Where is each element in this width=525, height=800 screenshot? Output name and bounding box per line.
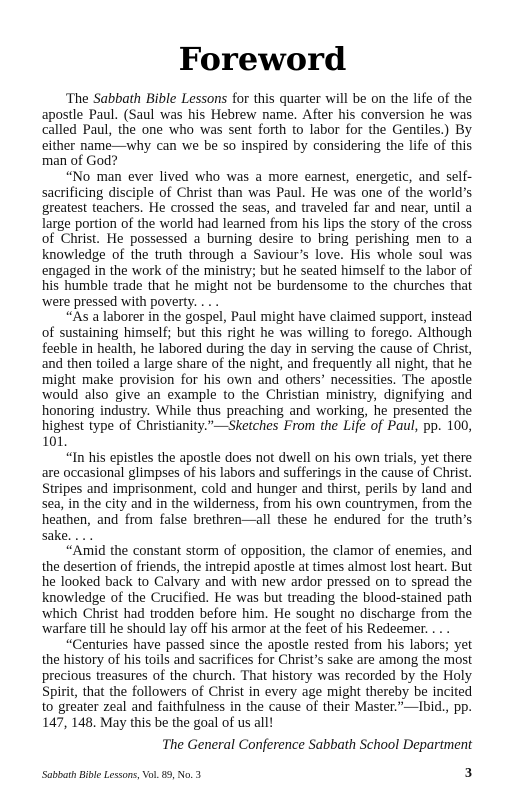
paragraph-intro (42, 92, 472, 170)
page-number: 3 (465, 766, 472, 781)
text-segment: , pp. 100, 101. (42, 418, 472, 451)
paragraph-quote-1: “No man ever lived who was a more earnest, energetic, and self-sacrificing disciple of Christ than was Paul. He was one of the world’s greatest teachers. He crossed the seas, and traveled far and near, until a large portion of the world had learned from his lips the story of the cross of Christ. He possessed a burning desire to bring perishing men to a knowledge of the truth through a Saviour’s love. His whole soul was engaged in the work of the ministry; but he seated himself to the labor of his humble trade that he might not be burdensome to the churches that were pressed with poverty. . . . (42, 168, 472, 310)
foreword-body (42, 92, 472, 731)
signature: The General Conference Sabbath School Department (162, 737, 472, 753)
text-segment: “As a laborer in the gospel, Paul might have claimed support, instead of sustaining himself; but this right he was willing to forego. Although feeble in health, he labored during the day in serving the cause of Christ, and then toiled a large share of the night, and frequently all night, that he might make provision for his own and others’ necessities. The apostle would also give an example to the Christian ministry, dignifying and honoring industry. While thus preaching and working, he presented the highest type of Christianity.”— (42, 309, 472, 435)
source-title-emphasis: Sketches From the Life of Paul (228, 418, 415, 435)
text-segment: for this quarter will be on the life of the apostle Paul. (Saul was his Hebrew name. After his conversion he was called Paul, the one who was sent forth to labor for the Gentiles.) By either name—why can we be so inspired by considering the life of this man of God? (42, 91, 472, 170)
paragraph-quote-2 (42, 310, 472, 450)
text-segment: The (66, 91, 94, 107)
footer-title: Sabbath Bible Lessons (42, 770, 138, 781)
footer-publication (42, 770, 201, 781)
paragraph-quote-5: “Centuries have passed since the apostle rested from his labors; yet the history of his toils and sacrifices for Christ’s sake are among the most precious treasures of the church. That history was recorded by the Holy Spirit, that the followers of Christ in every age might thereby be incited to greater zeal and faithfulness in the cause of their Master.”—Ibid., pp. 147, 148. May this be the goal of us all! (42, 636, 472, 731)
page-title: Foreword (178, 40, 347, 78)
publication-title-emphasis: Sabbath Bible Lessons (93, 91, 228, 107)
paragraph-quote-4: “Amid the constant storm of opposition, the clamor of enemies, and the desertion of friends, the intrepid apostle at times almost lost heart. But he looked back to Calvary and with new ardor pressed on to spread the knowledge of the Crucified. He was but treading the blood-stained path which Christ had trodden before him. He sought no discharge from the warfare till he should lay off his armor at the feet of his Redeemer. . . . (42, 543, 472, 638)
footer-issue: , Vol. 89, No. 3 (137, 770, 201, 781)
paragraph-quote-3: “In his epistles the apostle does not dwell on his own trials, yet there are occasional glimpses of his labors and sufferings in the cause of Christ. Stripes and imprisonment, cold and hunger and thirst, perils by land and sea, in the city and in the wilderness, from his own countrymen, from the heathen, and from false brethren—all these he endured for the truth’s sake. . . . (42, 449, 472, 544)
